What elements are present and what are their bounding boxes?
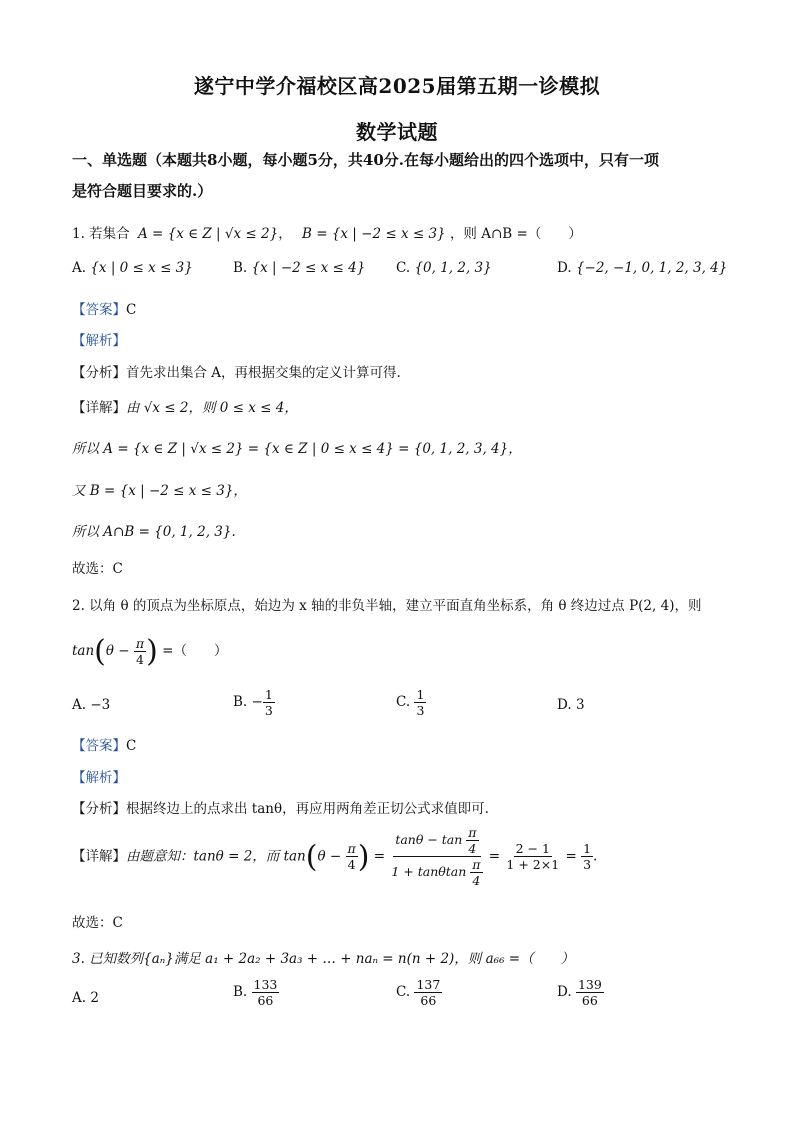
q1-option-b: B. {x | −2 ≤ x ≤ 4} bbox=[233, 260, 366, 276]
q2-fenxi: 【分析】根据终边上的点求出 tanθ，再应用两角差正切公式求值即可. bbox=[72, 801, 489, 817]
q1-set-a: A = {x ∈ Z | √x ≤ 2} bbox=[137, 226, 279, 242]
section-heading-line2: 是符合题目要求的.） bbox=[72, 182, 213, 200]
q3-option-d: D. $\frac{139}{66}$ bbox=[557, 977, 602, 1009]
q1-answer: 【答案】C bbox=[72, 302, 137, 318]
q2-detail: 【详解】由题意知：tanθ = 2，而 tan(θ − $\frac{\pi}{4}$ ) = tanθ − tan $\frac{\pi}{4}$ 1 + tanθtan $\frac{\pi}{4}$ = $\frac{2 - 1}{1 + 2\times 1}$ = $\frac{1}{3}$ . bbox=[72, 825, 598, 889]
q2-option-b: B. − $\frac{1}{3}$ bbox=[233, 687, 273, 719]
q1-option-c: C. {0, 1, 2, 3} bbox=[396, 260, 492, 276]
q2-analysis-tag: 【解析】 bbox=[72, 770, 126, 786]
page-title: 遂宁中学介福校区高2025届第五期一诊模拟 bbox=[193, 74, 601, 98]
q2-choose: 故选：C bbox=[72, 915, 123, 931]
q1-choose: 故选：C bbox=[72, 561, 123, 577]
q1-fenxi: 【分析】首先求出集合 A，再根据交集的定义计算可得. bbox=[72, 365, 401, 381]
q1-set-b: B = {x | −2 ≤ x ≤ 3} bbox=[302, 226, 446, 242]
q2-stem: 2. 以角 θ 的顶点为坐标原点，始边为 x 轴的非负半轴，建立平面直角坐标系，角 θ 终边过点 P(2, 4)，则 bbox=[72, 598, 702, 614]
q1-step-3: 又 B = {x | −2 ≤ x ≤ 3}， bbox=[72, 483, 247, 499]
q3-stem: 3. 已知数列{aₙ}满足 a₁ + 2a₂ + 3a₃ + … + naₙ = n(n + 2)，则 a₆₆ =（ ） bbox=[72, 951, 575, 967]
q1-step-2: 所以 A = {x ∈ Z | √x ≤ 2} = {x ∈ Z | 0 ≤ x ≤ 4} = {0, 1, 2, 3, 4}， bbox=[72, 441, 522, 457]
section-heading-line1: 一、单选题（本题共8小题，每小题5分，共40分.在每小题给出的四个选项中，只有一项 bbox=[72, 151, 659, 169]
q1-option-d: D. {−2, −1, 0, 1, 2, 3, 4} bbox=[557, 260, 728, 276]
q2-expression: tan(θ − $\frac{\pi}{4}$ ) =（ ） bbox=[72, 634, 228, 669]
q1-ask: ，则 A∩B =（ ） bbox=[449, 226, 582, 242]
page-subtitle: 数学试题 bbox=[356, 120, 438, 144]
q1-step-4: 所以 A∩B = {0, 1, 2, 3}. bbox=[72, 524, 236, 540]
q1-analysis-tag: 【解析】 bbox=[72, 333, 126, 349]
q3-option-a: A. 2 bbox=[72, 990, 99, 1006]
q1-number: 1. 若集合 bbox=[72, 226, 130, 242]
q2-answer: 【答案】C bbox=[72, 738, 137, 754]
q2-option-d: D. 3 bbox=[557, 697, 585, 713]
q2-option-c: C. $\frac{1}{3}$ bbox=[396, 687, 425, 719]
q2-main-fraction: tanθ − tan $\frac{\pi}{4}$ 1 + tanθtan $\frac{\pi}{4}$ bbox=[391, 825, 481, 889]
q1-option-a: A. {x | 0 ≤ x ≤ 3} bbox=[72, 260, 193, 276]
q3-option-c: C. $\frac{137}{66}$ bbox=[396, 977, 441, 1009]
q1-stem: 1. 若集合 A = {x ∈ Z | √x ≤ 2}， B = {x | −2 ≤ x ≤ 3} ，则 A∩B =（ ） bbox=[72, 226, 582, 242]
q3-option-b: B. $\frac{133}{66}$ bbox=[233, 977, 278, 1009]
q1-detail: 【详解】由 √x ≤ 2，则 0 ≤ x ≤ 4， bbox=[72, 400, 298, 416]
q2-option-a: A. −3 bbox=[72, 697, 111, 713]
